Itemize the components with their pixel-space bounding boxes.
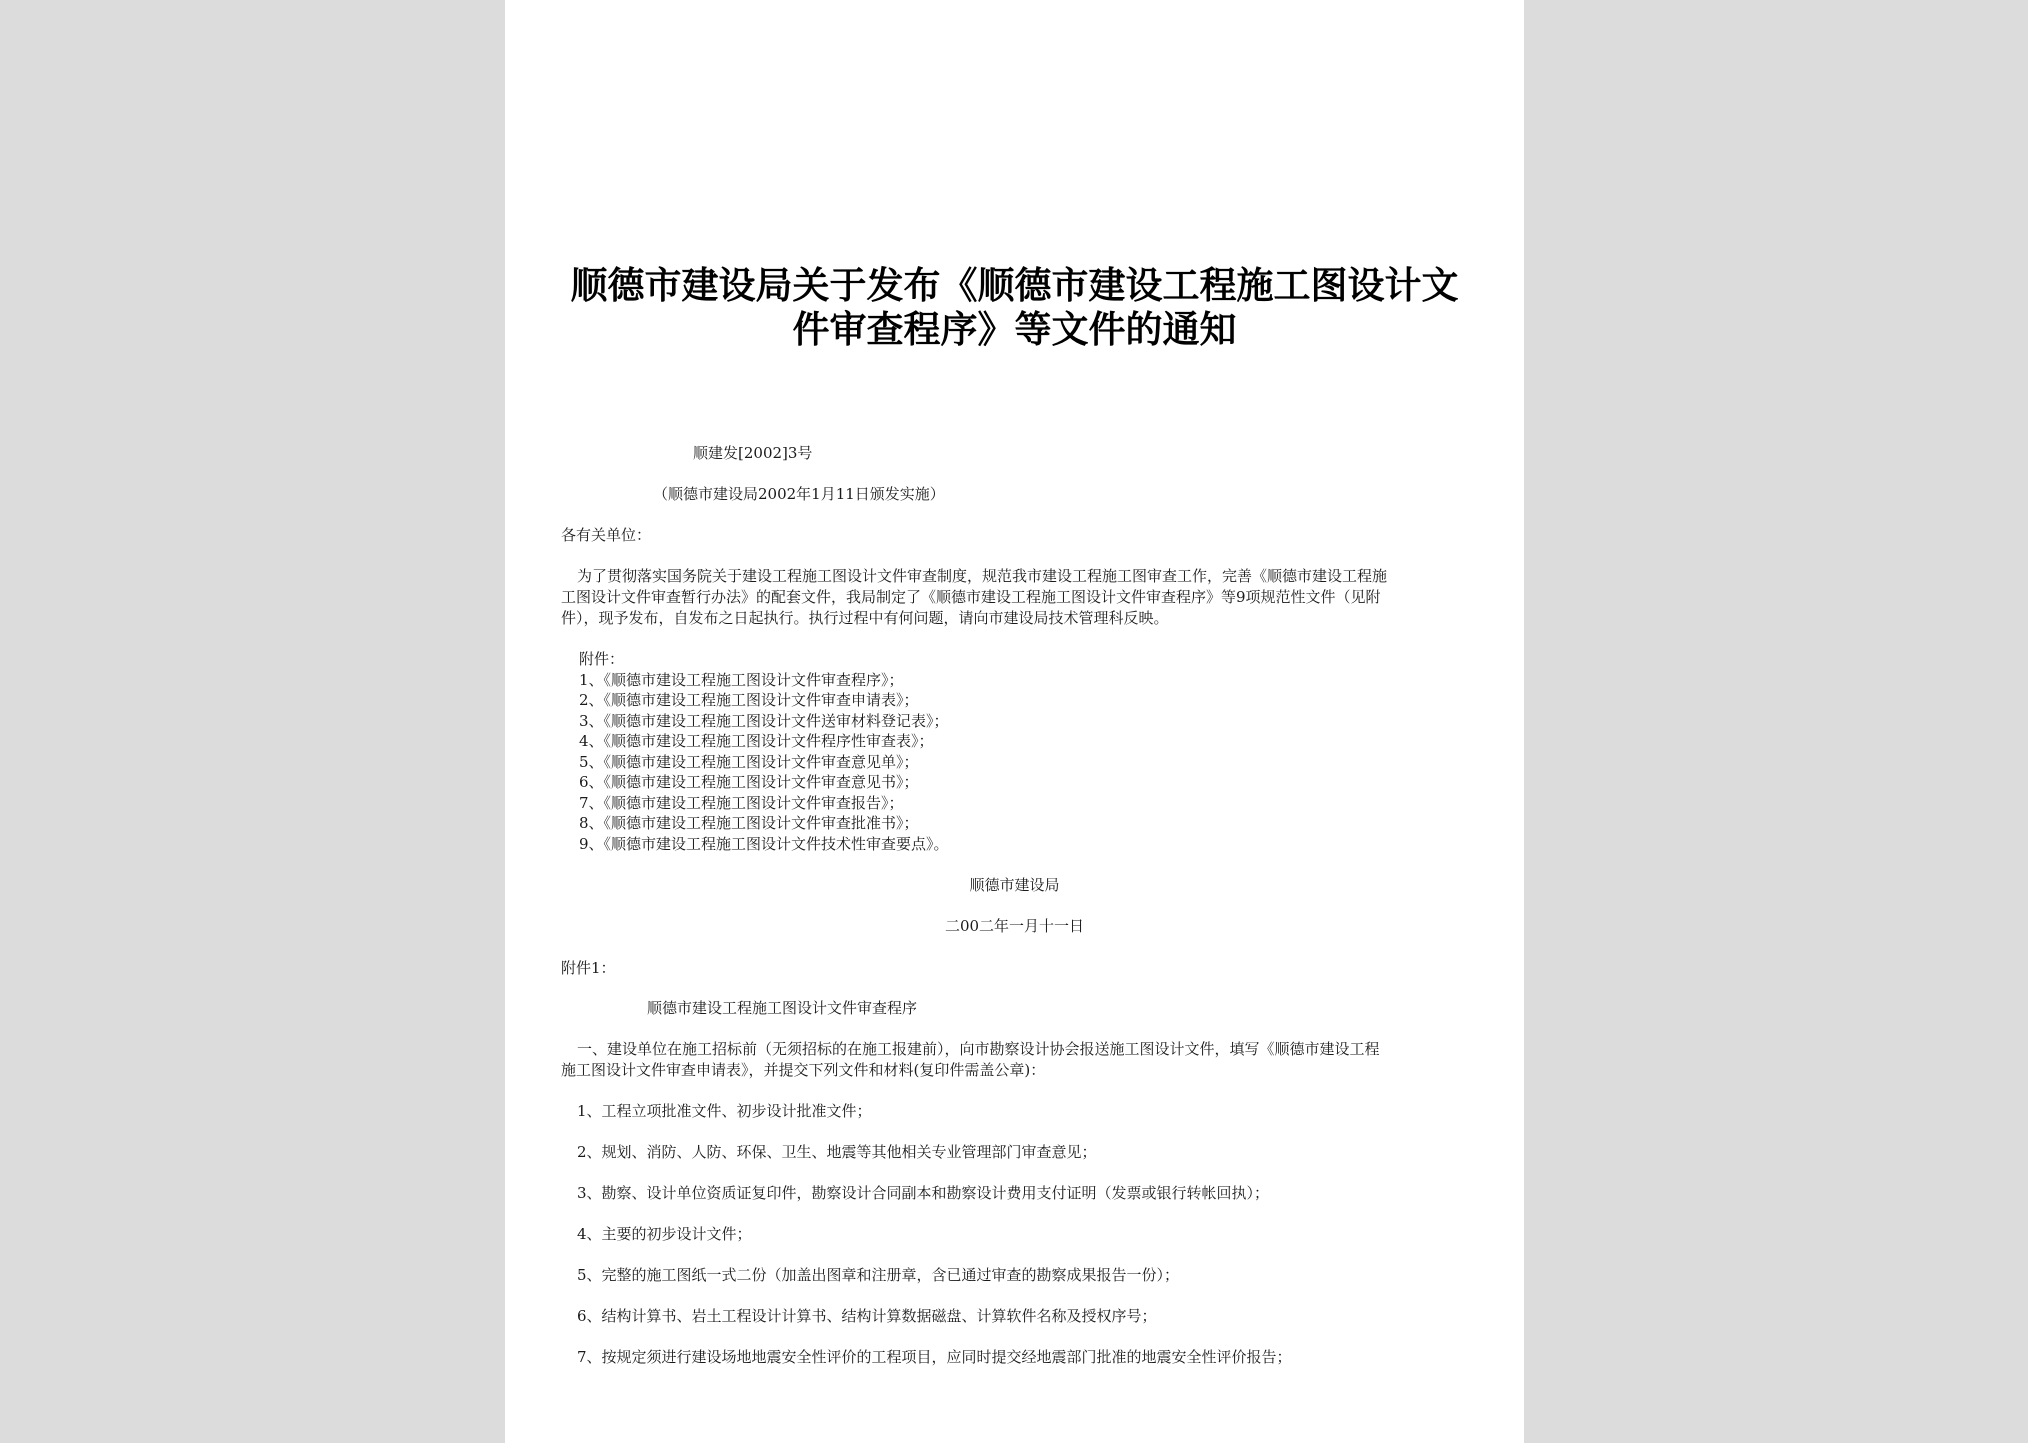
document-number: 顺建发[2002]3号 (693, 444, 813, 462)
issue-note: （顺德市建设局2002年1月11日颁发实施） (653, 485, 945, 503)
document-page (505, 0, 1524, 1443)
appendix-title: 顺德市建设工程施工图设计文件审查程序 (647, 999, 918, 1017)
attachment-item: 5、《顺德市建设工程施工图设计文件审查意见单》； (579, 753, 919, 771)
requirement-item: 5、完整的施工图纸一式二份（加盖出图章和注册章，含已通过审查的勘察成果报告一份）； (577, 1266, 1180, 1284)
body-paragraph-line: 为了贯彻落实国务院关于建设工程施工图设计文件审查制度，规范我市建设工程施工图审查工作，完善《顺德市建设工程施 (577, 567, 1388, 585)
section-1-line: 施工图设计文件审查申请表》，并提交下列文件和材料(复印件需盖公章)： (561, 1061, 1046, 1079)
requirement-item: 2、规划、消防、人防、环保、卫生、地震等其他相关专业管理部门审查意见； (577, 1143, 1097, 1161)
requirement-item: 3、勘察、设计单位资质证复印件，勘察设计合同副本和勘察设计费用支付证明（发票或银行转帐回执）； (577, 1184, 1270, 1202)
section-1-line: 一、建设单位在施工招标前（无须招标的在施工报建前），向市勘察设计协会报送施工图设计文件，填写《顺德市建设工程 (577, 1040, 1380, 1058)
document-title-line-1: 顺德市建设局关于发布《顺德市建设工程施工图设计文 (570, 263, 1459, 307)
attachment-item: 1、《顺德市建设工程施工图设计文件审查程序》； (579, 671, 904, 689)
issue-date: 二00二年一月十一日 (944, 917, 1085, 935)
attachment-item: 4、《顺德市建设工程施工图设计文件程序性审查表》； (579, 732, 934, 750)
attachment-item: 9、《顺德市建设工程施工图设计文件技术性审查要点》。 (579, 835, 949, 853)
body-paragraph-line: 件），现予发布，自发布之日起执行。执行过程中有何问题，请向市建设局技术管理科反映。 (561, 609, 1169, 627)
requirement-item: 6、结构计算书、岩土工程设计计算书、结构计算数据磁盘、计算软件名称及授权序号； (577, 1307, 1157, 1325)
attachment-item: 7、《顺德市建设工程施工图设计文件审查报告》； (579, 794, 904, 812)
requirement-item: 7、按规定须进行建设场地地震安全性评价的工程项目，应同时提交经地震部门批准的地震安全性评价报告； (577, 1348, 1292, 1366)
attachment-item: 8、《顺德市建设工程施工图设计文件审查批准书》； (579, 814, 919, 832)
requirement-item: 1、工程立项批准文件、初步设计批准文件； (577, 1102, 872, 1120)
requirement-item: 4、主要的初步设计文件； (577, 1225, 752, 1243)
attachment-item: 2、《顺德市建设工程施工图设计文件审查申请表》； (579, 691, 919, 709)
addressee: 各有关单位： (561, 526, 652, 544)
issuer: 顺德市建设局 (969, 876, 1060, 894)
attachment-item: 3、《顺德市建设工程施工图设计文件送审材料登记表》； (579, 712, 949, 730)
document-title-line-2: 件审查程序》等文件的通知 (792, 307, 1237, 351)
attachments-label: 附件： (579, 650, 625, 668)
appendix-label: 附件1： (561, 959, 616, 977)
attachment-item: 6、《顺德市建设工程施工图设计文件审查意见书》； (579, 773, 919, 791)
body-paragraph-line: 工图设计文件审查暂行办法》的配套文件，我局制定了《顺德市建设工程施工图设计文件审查程序》等9项规范性文件（见附 (561, 588, 1381, 606)
